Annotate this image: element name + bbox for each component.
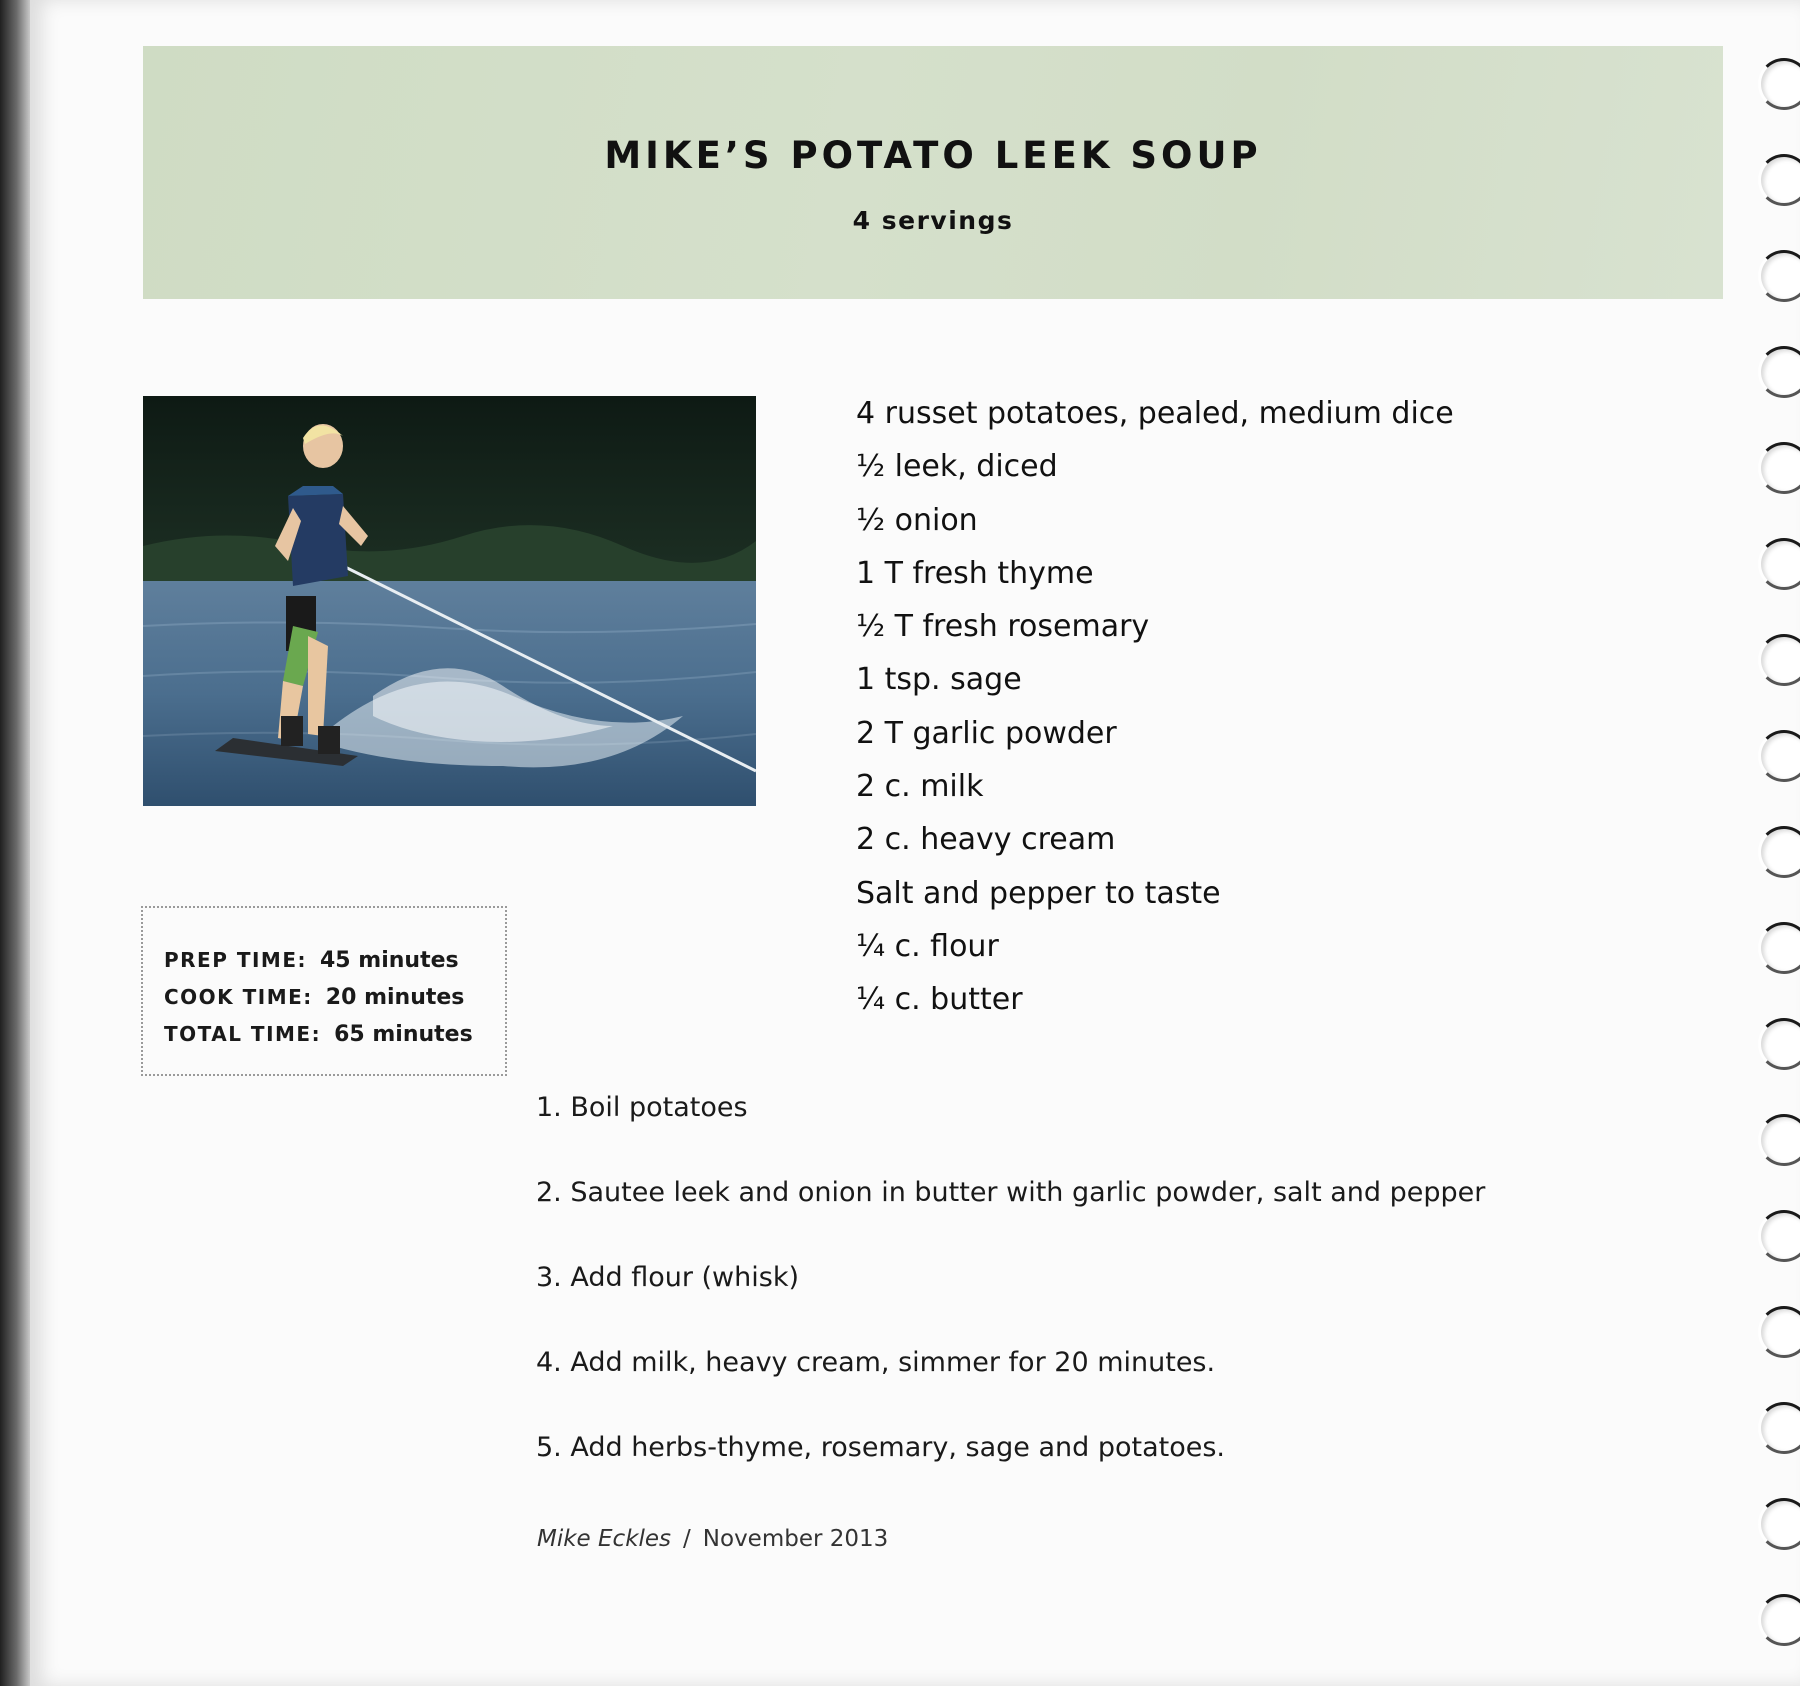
binder-ring-icon [1758, 826, 1800, 878]
ingredient-item: 1 T fresh thyme [856, 555, 1094, 591]
ingredient-item: 2 T garlic powder [856, 715, 1117, 751]
binder-ring-icon [1758, 538, 1800, 590]
ingredient-item: ¼ c. flour [856, 928, 999, 964]
recipe-servings: 4 servings [852, 206, 1014, 235]
ingredient-item: Salt and pepper to taste [856, 875, 1221, 911]
binder-ring-icon [1758, 730, 1800, 782]
binder-ring-icon [1758, 1498, 1800, 1550]
page-edge-shadow [0, 0, 30, 1686]
recipe-byline [537, 1526, 888, 1552]
ingredient-item: 2 c. milk [856, 769, 984, 805]
binder-ring-icon [1758, 1018, 1800, 1070]
instruction-step: 2. Sautee leek and onion in butter with garlic powder, salt and pepper [536, 1177, 1486, 1208]
cook-time-row [164, 979, 505, 1016]
binder-ring-icon [1758, 1306, 1800, 1358]
ingredient-item: 1 tsp. sage [856, 662, 1022, 698]
instruction-step: 1. Boil potatoes [536, 1092, 748, 1123]
wakeboarder-photo [143, 396, 756, 806]
time-label: TOTAL TIME: [164, 1022, 322, 1046]
binder-ring-icon [1758, 1594, 1800, 1646]
ingredient-item: ½ leek, diced [856, 449, 1058, 485]
time-label: COOK TIME: [164, 985, 313, 1009]
binder-ring-icon [1758, 634, 1800, 686]
binder-ring-icon [1758, 346, 1800, 398]
binder-ring-icon [1758, 154, 1800, 206]
time-value: 65 minutes [334, 1022, 473, 1047]
cooking-times-box [141, 906, 507, 1076]
prep-time-row [164, 942, 505, 979]
instruction-step: 3. Add flour (whisk) [536, 1262, 799, 1293]
binder-ring-icon [1758, 1210, 1800, 1262]
recipe-header [143, 46, 1723, 299]
ingredient-list [856, 387, 1676, 1027]
binder-ring-icon [1758, 442, 1800, 494]
binder-ring-icon [1758, 1114, 1800, 1166]
recipe-title: MIKE’S POTATO LEEK SOUP [604, 134, 1262, 177]
ingredient-item: 2 c. heavy cream [856, 822, 1116, 858]
time-value: 20 minutes [325, 985, 465, 1010]
ingredient-item: ¼ c. butter [856, 982, 1023, 1018]
recipe-author: Mike Eckles [537, 1526, 672, 1552]
binder-ring-icon [1758, 922, 1800, 974]
time-value: 45 minutes [320, 948, 459, 973]
binder-rings [1758, 58, 1800, 1678]
binder-ring-icon [1758, 250, 1800, 302]
recipe-date: November 2013 [702, 1526, 889, 1552]
instruction-list [536, 1084, 1636, 1509]
byline-separator: / [683, 1526, 691, 1552]
time-label: PREP TIME: [164, 948, 307, 972]
recipe-page [30, 0, 1800, 1686]
ingredient-item: ½ onion [856, 502, 978, 538]
instruction-step: 5. Add herbs-thyme, rosemary, sage and potatoes. [536, 1432, 1226, 1463]
binder-ring-icon [1758, 58, 1800, 110]
ingredient-item: 4 russet potatoes, pealed, medium dice [856, 396, 1454, 431]
instruction-step: 4. Add milk, heavy cream, simmer for 20 minutes. [536, 1347, 1216, 1378]
total-time-row [164, 1016, 505, 1053]
binder-ring-icon [1758, 1402, 1800, 1454]
ingredient-item: ½ T fresh rosemary [856, 609, 1150, 645]
